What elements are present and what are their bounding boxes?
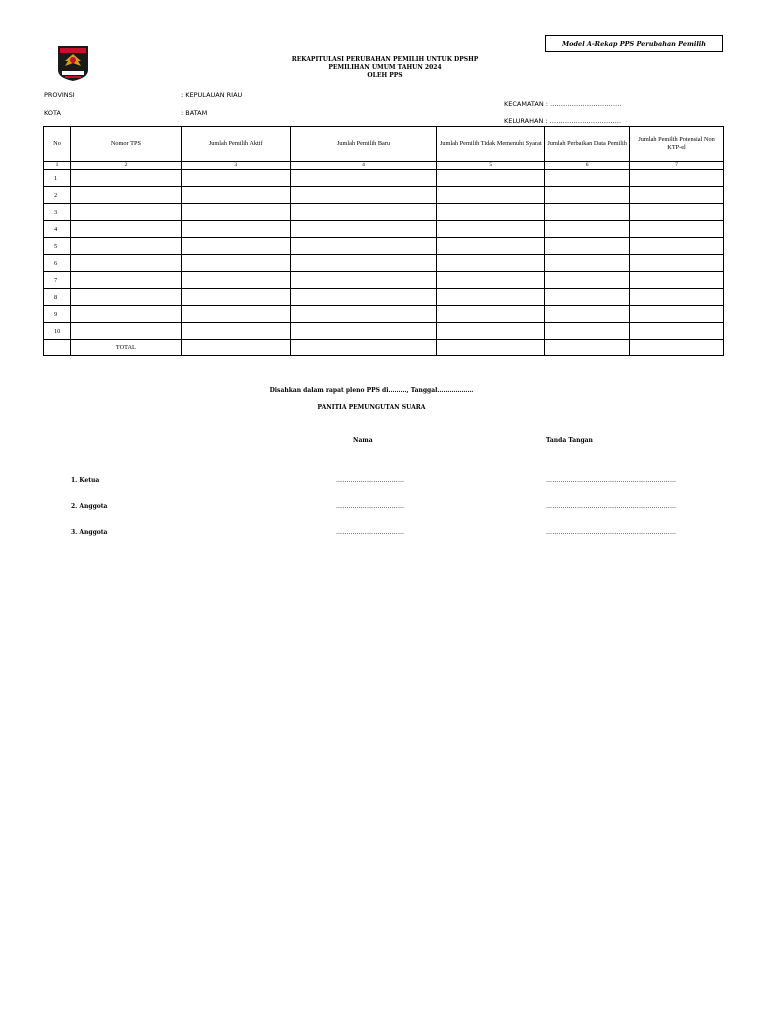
table-cell (181, 221, 290, 238)
row-number: 6 (44, 255, 71, 272)
column-number: 7 (630, 162, 724, 170)
table-cell (437, 170, 545, 187)
row-number: 3 (44, 204, 71, 221)
total-row (44, 340, 724, 356)
column-number: 5 (437, 162, 545, 170)
table-cell (630, 255, 724, 272)
table-cell (630, 289, 724, 306)
table-cell (630, 221, 724, 238)
table-cell (545, 255, 630, 272)
table-cell (181, 289, 290, 306)
table-row (44, 204, 724, 221)
row-number: 4 (44, 221, 71, 238)
form-model-badge: Model A-Rekap PPS Perubahan Pemilih (545, 35, 723, 52)
row-number: 8 (44, 289, 71, 306)
table-cell (70, 272, 181, 289)
table-cell (70, 204, 181, 221)
table-cell (181, 204, 290, 221)
table-cell (290, 306, 437, 323)
table-row (44, 306, 724, 323)
table-row (44, 221, 724, 238)
doc-title-line2: PEMILIHAN UMUM TAHUN 2024 (328, 64, 442, 71)
provinsi-label: PROVINSI (44, 91, 75, 99)
table-cell (630, 272, 724, 289)
kota-label: KOTA (44, 109, 61, 117)
table-cell (181, 255, 290, 272)
table-cell (437, 289, 545, 306)
doc-title-line3: OLEH PPS (367, 72, 403, 79)
table-cell (630, 323, 724, 340)
table-cell (545, 289, 630, 306)
member-signature-line: ……………………………………………………… (546, 477, 677, 484)
table-cell (70, 306, 181, 323)
table-cell (630, 238, 724, 255)
table-cell (290, 221, 437, 238)
table-cell (545, 187, 630, 204)
table-cell (545, 306, 630, 323)
table-row (44, 187, 724, 204)
member-name-line: …………………………… (336, 477, 405, 484)
table-cell (545, 204, 630, 221)
member-name-line: …………………………… (336, 529, 405, 536)
table-cell (630, 170, 724, 187)
recap-table (43, 126, 724, 356)
table-cell (290, 272, 437, 289)
table-cell (437, 238, 545, 255)
table-cell (290, 255, 437, 272)
table-cell (181, 187, 290, 204)
member-signature-line: ……………………………………………………… (546, 503, 677, 510)
table-cell (290, 187, 437, 204)
table-cell (181, 306, 290, 323)
header-pemilih-aktif: Jumlah Pemilih Aktif (181, 127, 290, 162)
table-cell (70, 170, 181, 187)
table-cell (181, 340, 290, 356)
row-number: 7 (44, 272, 71, 289)
table-row (44, 170, 724, 187)
header-perbaikan-data: Jumlah Perbaikan Data Pemilih (545, 127, 630, 162)
kota-value: : BATAM (181, 109, 208, 117)
table-cell (70, 187, 181, 204)
name-column-header: Nama (353, 437, 373, 444)
total-label: TOTAL (70, 340, 181, 356)
table-cell (437, 323, 545, 340)
table-cell (181, 323, 290, 340)
column-number: 3 (181, 162, 290, 170)
approval-statement: Disahkan dalam rapat pleno PPS di………, Tanggal……………… (269, 387, 474, 394)
header-pemilih-tms: Jumlah Pemilih Tidak Memenuhi Syarat (437, 127, 545, 162)
table-cell (70, 289, 181, 306)
table-cell (290, 204, 437, 221)
column-number: 4 (290, 162, 437, 170)
header-pemilih-baru: Jumlah Pemilih Baru (290, 127, 437, 162)
table-cell (437, 221, 545, 238)
table-cell (437, 306, 545, 323)
table-cell (70, 221, 181, 238)
table-cell (630, 204, 724, 221)
table-header-row (44, 127, 724, 162)
table-row (44, 272, 724, 289)
row-number: 10 (44, 323, 71, 340)
table-cell (630, 306, 724, 323)
kelurahan-field: KELURAHAN : …………………………… (504, 117, 622, 125)
table-cell (290, 289, 437, 306)
table-row (44, 323, 724, 340)
table-cell (290, 340, 437, 356)
table-cell (630, 340, 724, 356)
table-cell (437, 272, 545, 289)
header-pemilih-potensial: Jumlah Pemilih Potensial Non KTP-el (630, 127, 724, 162)
kecamatan-field: KECAMATAN : …………………………… (504, 100, 622, 108)
table-cell (70, 255, 181, 272)
row-number: 1 (44, 170, 71, 187)
table-cell (630, 187, 724, 204)
table-cell (181, 238, 290, 255)
header-nomor-tps: Nomor TPS (70, 127, 181, 162)
member-role: 1. Ketua (71, 477, 100, 484)
committee-title: PANITIA PEMUNGUTAN SUARA (317, 404, 426, 411)
table-cell (437, 340, 545, 356)
signature-column-header: Tanda Tangan (546, 437, 593, 444)
table-cell (545, 221, 630, 238)
column-number: 2 (70, 162, 181, 170)
table-cell (290, 238, 437, 255)
table-cell (290, 170, 437, 187)
table-cell (70, 323, 181, 340)
member-signature-line: ……………………………………………………… (546, 529, 677, 536)
table-cell (545, 272, 630, 289)
member-role: 3. Anggota (71, 529, 108, 536)
column-number: 1 (44, 162, 71, 170)
table-cell (545, 323, 630, 340)
table-cell (181, 272, 290, 289)
member-role: 2. Anggota (71, 503, 108, 510)
table-cell (181, 170, 290, 187)
table-row (44, 289, 724, 306)
table-cell (290, 323, 437, 340)
member-name-line: …………………………… (336, 503, 405, 510)
table-cell (545, 340, 630, 356)
table-row (44, 238, 724, 255)
row-number: 5 (44, 238, 71, 255)
column-number: 6 (545, 162, 630, 170)
table-cell (437, 187, 545, 204)
table-cell (44, 340, 71, 356)
row-number: 9 (44, 306, 71, 323)
table-cell (70, 238, 181, 255)
kpu-logo (56, 44, 90, 82)
column-number-row (44, 162, 724, 170)
provinsi-value: : KEPULAUAN RIAU (181, 91, 243, 99)
table-cell (437, 255, 545, 272)
row-number: 2 (44, 187, 71, 204)
table-cell (545, 238, 630, 255)
table-cell (545, 170, 630, 187)
table-row (44, 255, 724, 272)
header-no: No (44, 127, 71, 162)
table-cell (437, 204, 545, 221)
doc-title-line1: REKAPITULASI PERUBAHAN PEMILIH UNTUK DPSHP (291, 56, 479, 63)
